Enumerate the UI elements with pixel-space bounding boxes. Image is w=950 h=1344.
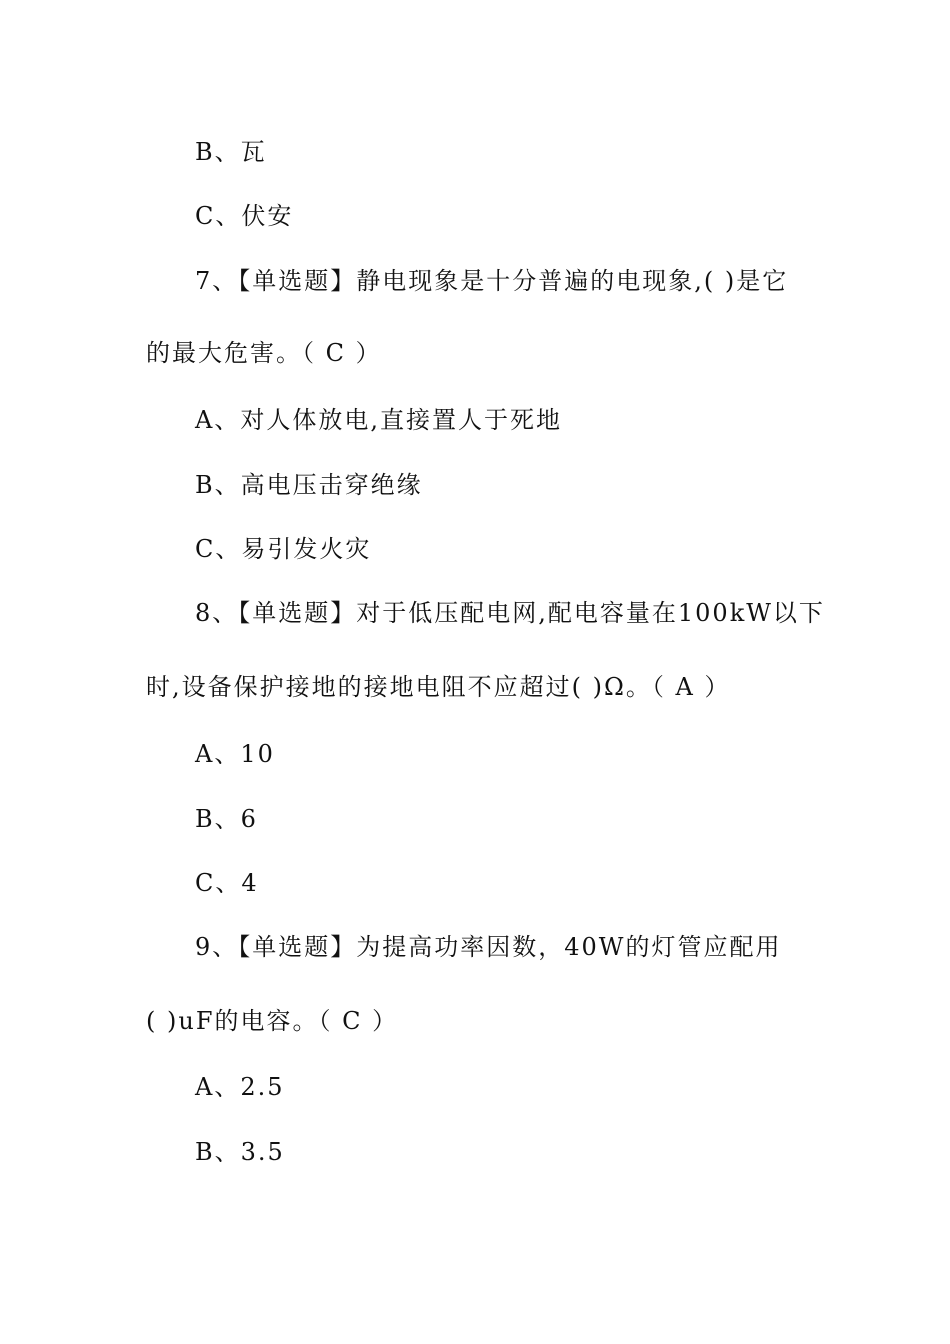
- q6-option-b: B、瓦: [195, 138, 267, 166]
- q9-question-line1: 9、【单选题】为提高功率因数，40W的灯管应配用: [195, 933, 782, 961]
- q7-question-line2: 的最大危害。（ C ）: [146, 339, 382, 367]
- q7-question-line1: 7、【单选题】静电现象是十分普遍的电现象,( )是它: [195, 267, 789, 295]
- q8-question-line2: 时,设备保护接地的接地电阻不应超过( )Ω。（ A ）: [146, 673, 731, 701]
- q8-option-c: C、4: [195, 869, 259, 897]
- q8-option-b: B、6: [195, 805, 258, 833]
- q6-option-c: C、伏安: [195, 202, 294, 230]
- q7-option-c: C、易引发火灾: [195, 535, 372, 563]
- q8-option-a: A、10: [195, 740, 275, 768]
- q9-option-a: A、2.5: [195, 1073, 285, 1101]
- q9-option-b: B、3.5: [195, 1138, 285, 1166]
- q7-option-a: A、对人体放电,直接置人于死地: [195, 406, 562, 434]
- q9-question-line2: ( )uF的电容。（ C ）: [146, 1007, 399, 1035]
- q8-question-line1: 8、【单选题】对于低压配电网,配电容量在100kW以下: [195, 599, 825, 627]
- q7-option-b: B、高电压击穿绝缘: [195, 471, 423, 499]
